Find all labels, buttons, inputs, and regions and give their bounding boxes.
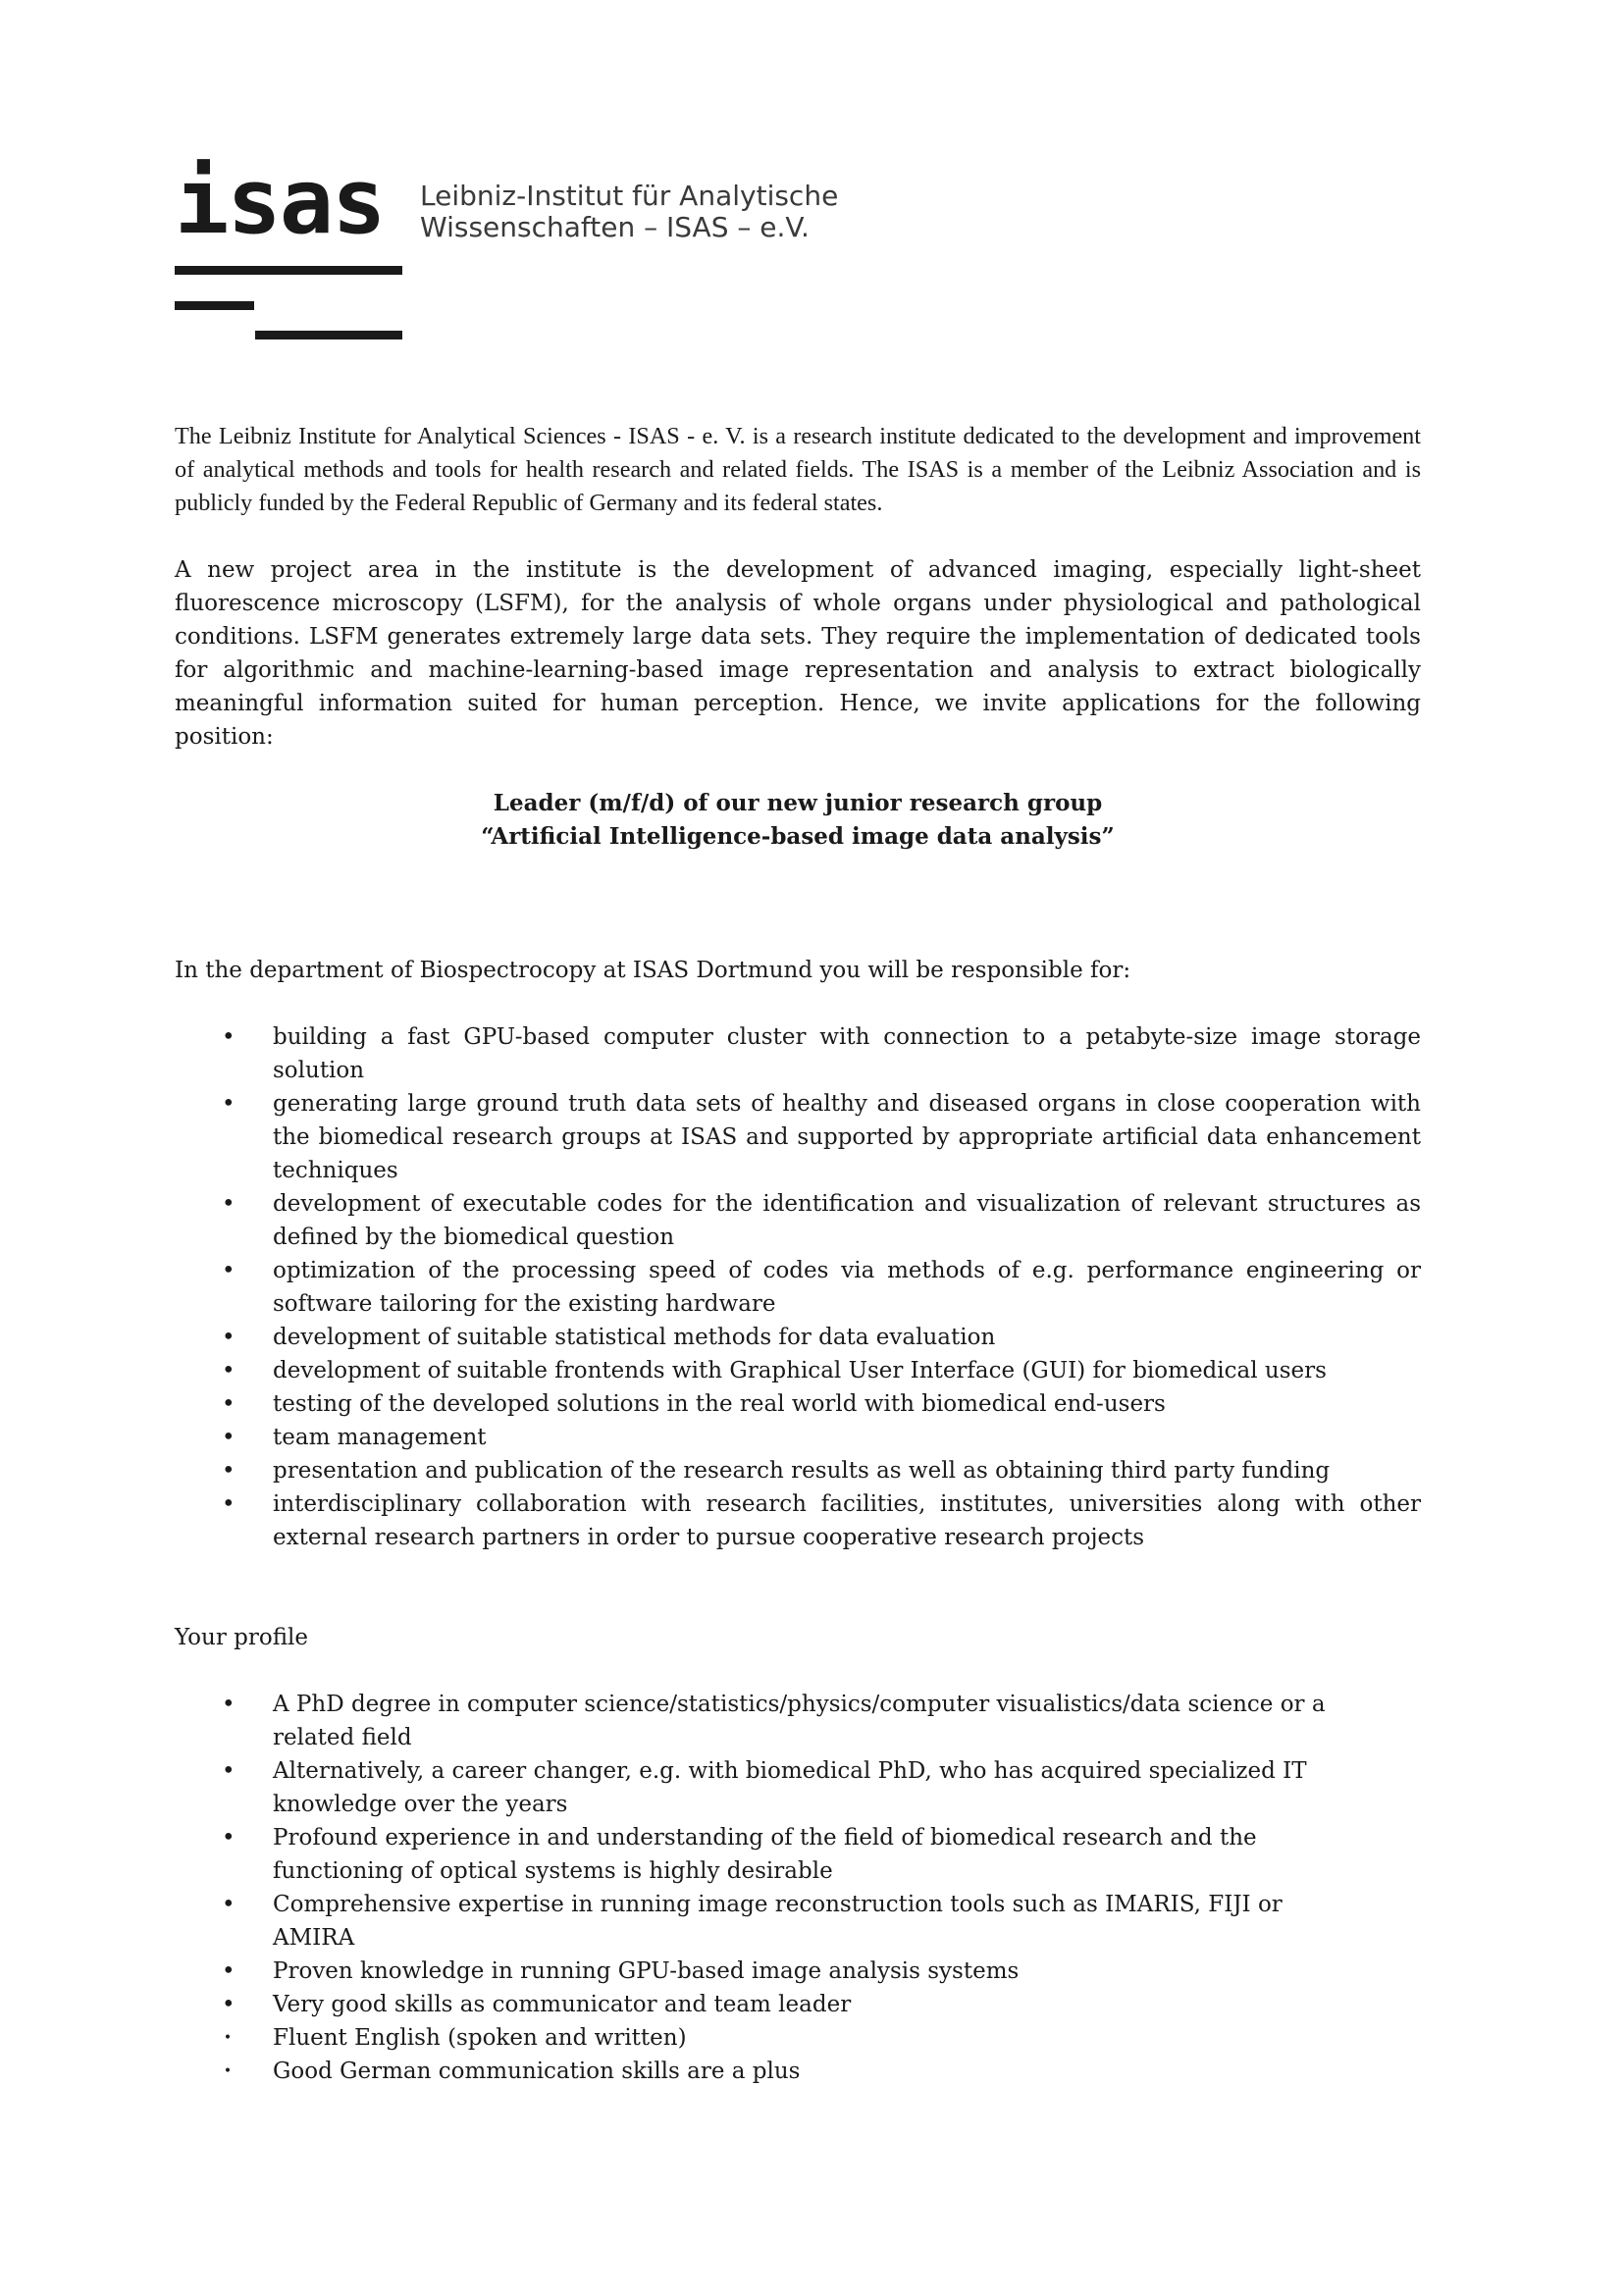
profile-item-text: A PhD degree in computer science/statistics/physics/computer visualistics/data science or a related field [273, 1692, 1326, 1750]
responsibility-item [175, 1020, 1421, 1087]
logo-wordmark: isas [175, 149, 385, 254]
isas-logo [175, 149, 862, 353]
bullet-icon: • [222, 1992, 236, 2017]
profile-item [175, 1754, 1421, 1821]
bullet-icon: • [222, 1892, 236, 1917]
profile-item-text: Fluent English (spoken and written) [273, 2025, 687, 2051]
profile-item-text: Alternatively, a career changer, e.g. with biomedical PhD, who has acquired specialized IT knowledge over the years [273, 1758, 1307, 1817]
responsibility-item-text: building a fast GPU-based computer cluster with connection to a petabyte-size image storage solution [273, 1024, 1421, 1083]
responsibility-item [175, 1354, 1421, 1387]
project-paragraph: A new project area in the institute is the development of advanced imaging, especially light-sheet fluorescence microscopy (LSFM), for the analysis of whole organs under physiological and pathological conditions. LSFM generates extremely large data sets. They require the implementation of dedicated tools for algorithmic and machine-learning-based image representation and analysis to extract biologically meaningful information suited for human perception. Hence, we invite applications for the following position: [175, 557, 1421, 750]
bullet-icon: • [222, 1391, 236, 1417]
bullet-icon: • [222, 1458, 236, 1484]
profile-item [175, 1688, 1421, 1754]
logo-name-line-1: Leibniz-Institut für Analytische [420, 180, 839, 212]
bullet-icon: • [222, 1692, 236, 1717]
profile-item [175, 1955, 1421, 1988]
profile-item [175, 2021, 1421, 2055]
responsibility-item-text: presentation and publication of the research results as well as obtaining third party funding [273, 1458, 1331, 1484]
responsibility-item [175, 1487, 1421, 1554]
profile-item-text: Proven knowledge in running GPU-based image analysis systems [273, 1958, 1020, 1984]
intro-paragraph: The Leibniz Institute for Analytical Sciences - ISAS - e. V. is a research institute dedicated to the development and improvement of analytical methods and tools for health research and related fields. The ISAS is a member of the Leibniz Association and is publicly funded by the Federal Republic of Germany and its federal states. [175, 423, 1421, 516]
bullet-icon: • [222, 1491, 236, 1517]
logo-bar-short-left [175, 301, 254, 310]
responsibility-item-text: interdisciplinary collaboration with research facilities, institutes, universities along with other external research partners in order to pursue cooperative research projects [273, 1491, 1421, 1550]
bullet-icon: • [222, 1091, 236, 1117]
responsibility-item [175, 1454, 1421, 1487]
bullet-icon: • [222, 1758, 236, 1784]
responsibility-item-text: development of suitable frontends with Graphical User Interface (GUI) for biomedical users [273, 1358, 1327, 1383]
logo-institute-name [420, 181, 838, 243]
responsibility-item [175, 1087, 1421, 1187]
bullet-icon: • [222, 1191, 236, 1217]
responsibility-item-text: testing of the developed solutions in the real world with biomedical end-users [273, 1391, 1166, 1417]
bullet-icon: • [222, 1958, 236, 1984]
responsibility-item [175, 1421, 1421, 1454]
bullet-icon: • [222, 1425, 236, 1450]
bullet-icon: • [222, 1825, 236, 1851]
bullet-icon: • [223, 2063, 233, 2079]
profile-item [175, 2055, 1421, 2088]
bullet-icon: • [222, 1258, 236, 1283]
responsibilities-list [175, 1020, 1421, 1554]
responsibility-item [175, 1387, 1421, 1421]
profile-heading: Your profile [175, 1625, 309, 1650]
responsibility-item-text: optimization of the processing speed of codes via methods of e.g. performance engineering or software tailoring for the existing hardware [273, 1258, 1421, 1317]
bullet-icon: • [223, 2030, 233, 2046]
profile-item [175, 1988, 1421, 2021]
bullet-icon: • [222, 1358, 236, 1383]
position-title [175, 787, 1421, 854]
profile-item [175, 1821, 1421, 1888]
profile-item-text: Very good skills as communicator and team leader [273, 1992, 852, 2017]
responsibility-item-text: development of executable codes for the identification and visualization of relevant structures as defined by the biomedical question [273, 1191, 1421, 1250]
responsibility-item [175, 1254, 1421, 1321]
responsibility-item-text: team management [273, 1425, 487, 1450]
logo-bar-short-right [255, 331, 402, 339]
position-title-line-1: Leader (m/f/d) of our new junior research group [493, 790, 1103, 816]
profile-item-text: Good German communication skills are a plus [273, 2059, 801, 2084]
responsibility-item [175, 1187, 1421, 1254]
responsibility-item [175, 1321, 1421, 1354]
responsibility-item-text: generating large ground truth data sets of healthy and diseased organs in close cooperation with the biomedical research groups at ISAS and supported by appropriate artificial data enhancement techniques [273, 1091, 1421, 1183]
logo-bar-long [175, 266, 402, 275]
job-posting-body [175, 420, 1421, 2088]
profile-item-text: Comprehensive expertise in running image reconstruction tools such as IMARIS, FIJI or AMIRA [273, 1892, 1283, 1951]
profile-item [175, 1888, 1421, 1955]
responsibility-item-text: development of suitable statistical methods for data evaluation [273, 1325, 996, 1350]
profile-item-text: Profound experience in and understanding of the field of biomedical research and the functioning of optical systems is highly desirable [273, 1825, 1257, 1884]
profile-list [175, 1688, 1421, 2088]
bullet-icon: • [222, 1024, 236, 1050]
logo-name-line-2: Wissenschaften – ISAS – e.V. [420, 211, 810, 243]
bullet-icon: • [222, 1325, 236, 1350]
position-title-line-2: “Artificial Intelligence-based image data analysis” [481, 823, 1115, 850]
department-intro: In the department of Biospectrocopy at ISAS Dortmund you will be responsible for: [175, 958, 1131, 983]
